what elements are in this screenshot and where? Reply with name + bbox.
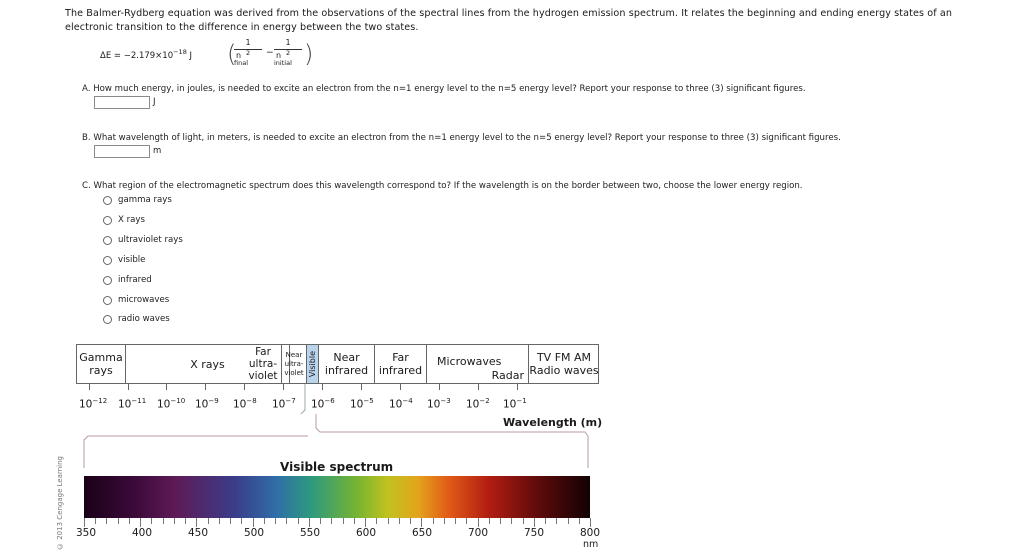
nm-tick: [118, 518, 119, 524]
tick-label: $10^{-2}$: [466, 397, 490, 411]
nm-tick: [343, 518, 344, 524]
nm-tick: [219, 518, 220, 524]
tick-label: $10^{-1}$: [503, 397, 527, 411]
nm-tick: [579, 518, 580, 524]
radio-button[interactable]: [103, 236, 112, 245]
nm-tick: [309, 518, 310, 527]
tick-label: $10^{-9}$: [195, 397, 219, 411]
nm-label: 700: [468, 527, 489, 539]
energy-answer-input[interactable]: [94, 96, 150, 109]
nm-label: 600: [356, 527, 377, 539]
nm-tick: [140, 518, 141, 527]
nm-tick: [444, 518, 445, 524]
nm-label: 750: [524, 527, 545, 539]
copyright-text: © 2013 Cengage Learning: [56, 456, 64, 550]
nm-tick: [208, 518, 209, 524]
equation-unit: J: [189, 50, 193, 61]
nm-label: 800: [580, 527, 601, 539]
option-infrared[interactable]: infrared: [103, 275, 152, 285]
band-near-ultraviolet: Near ultra- violet: [282, 345, 307, 383]
question-c-text: C. What region of the electromagnetic spectrum does this wavelength correspond to? If the wavelength is on the border between two, choose the lower energy region.: [82, 181, 803, 191]
nm-tick: [230, 518, 231, 524]
nm-label: 500: [244, 527, 265, 539]
radio-button[interactable]: [103, 216, 112, 225]
nm-tick: [185, 518, 186, 524]
nm-label: 650: [412, 527, 433, 539]
band-visible: Visible: [307, 345, 319, 383]
nm-tick: [523, 518, 524, 524]
nm-tick: [511, 518, 512, 524]
option-x-rays[interactable]: X rays: [103, 215, 145, 225]
nm-tick: [106, 518, 107, 524]
nm-tick: [489, 518, 490, 524]
tick-label: $10^{-12}$: [79, 397, 108, 411]
nm-tick: [478, 518, 479, 527]
nm-unit: nm: [583, 539, 599, 550]
right-paren: ): [304, 40, 314, 68]
nm-tick: [455, 518, 456, 524]
radio-button[interactable]: [103, 196, 112, 205]
nm-tick: [275, 518, 276, 524]
visible-spectrum-title: Visible spectrum: [280, 460, 394, 474]
tick-label: $10^{-11}$: [118, 397, 147, 411]
fraction-initial: 1 n 2 initial: [274, 38, 302, 65]
nm-tick: [320, 518, 321, 524]
connector-bracket: [84, 436, 308, 468]
radio-button[interactable]: [103, 315, 112, 324]
radio-button[interactable]: [103, 296, 112, 305]
nm-label: 400: [132, 527, 153, 539]
nm-tick: [556, 518, 557, 524]
tick-label: $10^{-5}$: [350, 397, 374, 411]
band-near-infrared: Near infrared: [319, 345, 375, 383]
nm-tick: [534, 518, 535, 527]
question-a-text: A. How much energy, in joules, is needed to excite an electron from the n=1 energy level to the n=5 energy level? Report your response to three (3) significant figures.: [82, 84, 806, 94]
radio-button[interactable]: [103, 276, 112, 285]
option-visible[interactable]: visible: [103, 255, 145, 265]
nm-tick: [253, 518, 254, 527]
equation-lhs: ΔE = −2.179×10: [100, 50, 174, 61]
nm-label: 450: [188, 527, 209, 539]
band-far-infrared: Far infrared: [375, 345, 427, 383]
nm-tick: [298, 518, 299, 524]
nm-tick: [174, 518, 175, 524]
fraction-final: 1 n 2 final: [234, 38, 262, 65]
nm-tick: [399, 518, 400, 524]
nm-tick: [545, 518, 546, 524]
nm-tick: [84, 518, 85, 527]
question-b-text: B. What wavelength of light, in meters, is needed to excite an electron from the n=1 energy level to the n=5 energy level? Report your response to three (3) significant figures.: [82, 133, 841, 143]
radio-button[interactable]: [103, 256, 112, 265]
nm-tick: [433, 518, 434, 524]
connector-left: [301, 384, 305, 414]
nm-tick: [163, 518, 164, 524]
band-gamma-rays: Gamma rays: [77, 345, 126, 383]
nm-tick: [264, 518, 265, 524]
em-spectrum-diagram: [76, 344, 599, 384]
nm-tick: [354, 518, 355, 524]
option-microwaves[interactable]: microwaves: [103, 295, 169, 305]
nm-tick: [410, 518, 411, 524]
option-gamma-rays[interactable]: gamma rays: [103, 195, 172, 205]
nm-label: 550: [300, 527, 321, 539]
nm-label: 350: [76, 527, 97, 539]
band-microwaves: Microwaves Radar: [427, 345, 529, 383]
tick-label: $10^{-4}$: [389, 397, 413, 411]
nm-tick: [129, 518, 130, 524]
band-x-rays: X rays: [126, 345, 290, 383]
option-radio-waves[interactable]: radio waves: [103, 314, 170, 324]
equation-minus: −: [266, 48, 274, 58]
band-far-ultraviolet: Far ultra- violet: [245, 345, 282, 383]
nm-tick: [568, 518, 569, 524]
visible-spectrum-gradient: [84, 476, 590, 518]
tick-label: $10^{-10}$: [157, 397, 186, 411]
nm-tick: [466, 518, 467, 524]
option-ultraviolet-rays[interactable]: ultraviolet rays: [103, 235, 183, 245]
balmer-rydberg-equation: [100, 38, 330, 78]
tick-label: $10^{-3}$: [427, 397, 451, 411]
tick-label: $10^{-7}$: [272, 397, 296, 411]
nm-tick: [331, 518, 332, 524]
nm-tick: [388, 518, 389, 524]
wavelength-unit: m: [153, 146, 162, 156]
nm-tick: [365, 518, 366, 527]
energy-unit: J: [153, 97, 156, 107]
wavelength-axis-label: Wavelength (m): [503, 416, 603, 429]
tick-label: $10^{-6}$: [311, 397, 335, 411]
nm-tick: [95, 518, 96, 524]
nm-tick: [196, 518, 197, 527]
nm-tick: [286, 518, 287, 524]
nm-tick: [376, 518, 377, 524]
left-paren: (: [227, 40, 237, 68]
nm-tick: [151, 518, 152, 524]
nm-tick: [500, 518, 501, 524]
wavelength-answer-input[interactable]: [94, 145, 150, 158]
band-radio-waves: TV FM AM Radio waves: [529, 351, 599, 377]
nm-tick: [241, 518, 242, 524]
equation-exponent: −18: [173, 48, 187, 56]
tick-label: $10^{-8}$: [233, 397, 257, 411]
intro-text: The Balmer-Rydberg equation was derived from the observations of the spectral lines from the hydrogen emission spectrum. It relates the beginning and ending energy states of an electronic transition to the difference in energy between the two states.: [65, 8, 952, 33]
nm-tick: [590, 518, 591, 527]
nm-tick: [421, 518, 422, 527]
